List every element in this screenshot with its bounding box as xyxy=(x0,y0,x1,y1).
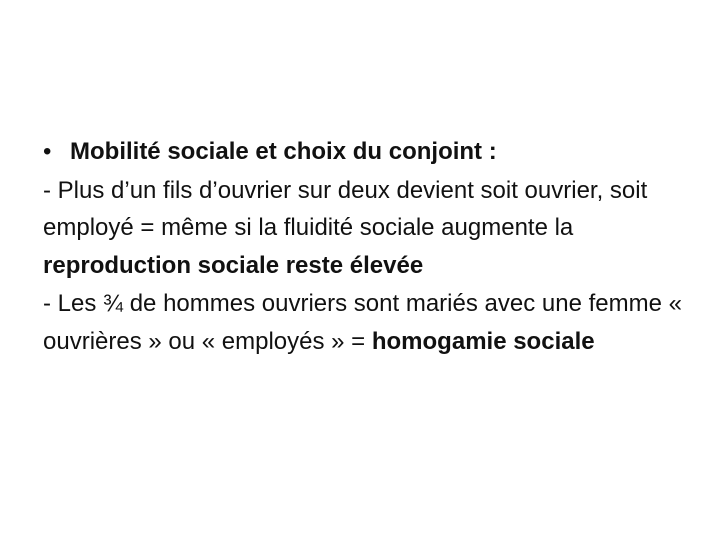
bullet-dot: • xyxy=(43,138,52,165)
slide-content xyxy=(43,133,683,360)
reproduction-emphasis: reproduction sociale reste élevée xyxy=(43,251,424,279)
paragraph-homogamie-text: - Les ¾ de hommes ouvriers sont mariés avec une femme « ouvrières » ou « employés » = xyxy=(43,290,682,355)
paragraph-homogamie xyxy=(43,285,683,360)
heading-text: Mobilité sociale et choix du conjoint : xyxy=(70,138,497,165)
bullet-heading xyxy=(43,133,683,171)
paragraph-reproduction xyxy=(43,172,683,285)
homogamie-emphasis: homogamie sociale xyxy=(371,327,595,355)
paragraph-reproduction-text: - Plus d’un fils d’ouvrier sur deux devient soit ouvrier, soit employé = même si la fluidité sociale augmente la xyxy=(43,176,648,241)
